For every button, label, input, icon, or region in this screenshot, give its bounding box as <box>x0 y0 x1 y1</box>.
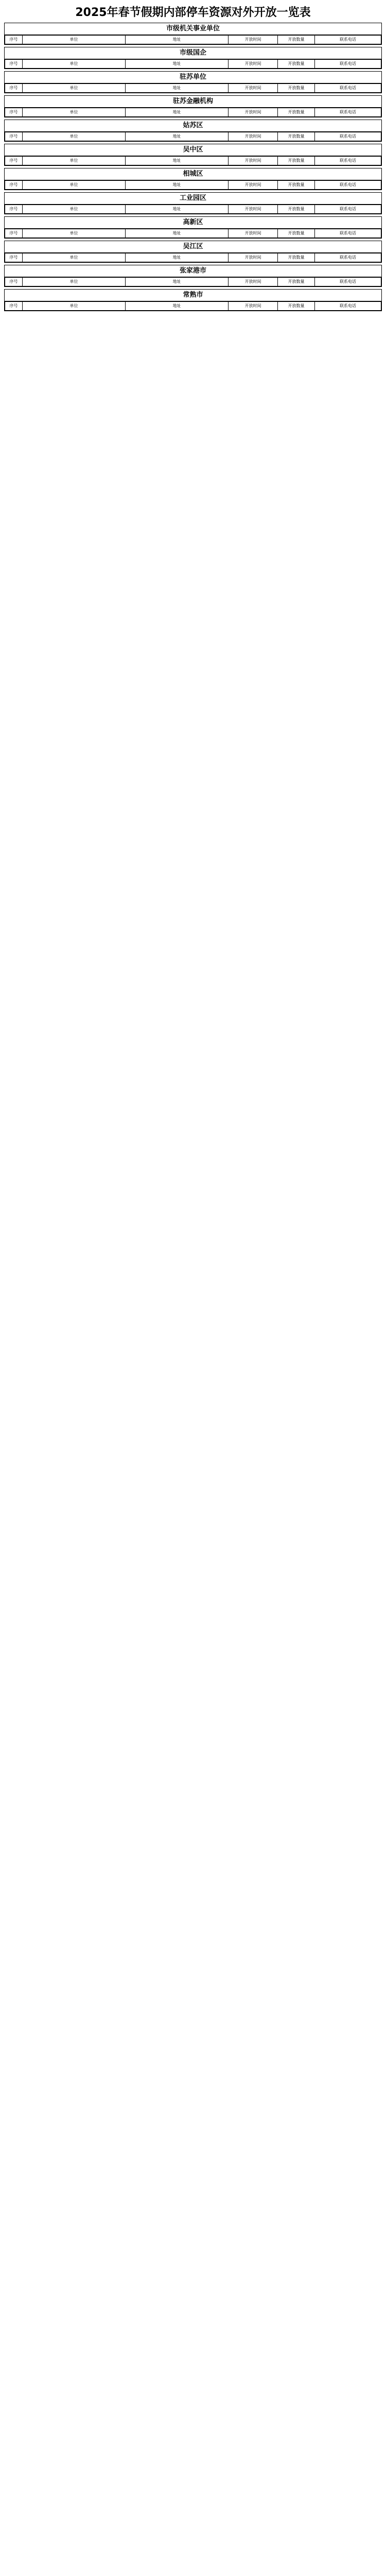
header-open-time: 开放时间 <box>229 181 278 190</box>
header-address: 地址 <box>126 60 229 69</box>
header-index: 序号 <box>5 36 23 44</box>
header-open-time: 开放时间 <box>229 229 278 238</box>
header-open-time: 开放时间 <box>229 84 278 93</box>
header-open-time: 开放时间 <box>229 157 278 165</box>
header-address: 地址 <box>126 302 229 311</box>
header-unit: 单位 <box>23 132 126 141</box>
header-phone: 联系电话 <box>315 181 381 190</box>
header-index: 序号 <box>5 302 23 311</box>
parking-table <box>5 253 381 262</box>
header-open-time: 开放时间 <box>229 253 278 262</box>
parking-table <box>5 180 381 190</box>
parking-table <box>5 35 381 44</box>
header-phone: 联系电话 <box>315 253 381 262</box>
header-unit: 单位 <box>23 302 126 311</box>
parking-table <box>5 205 381 214</box>
section-title: 市级机关事业单位 <box>5 23 381 35</box>
section-title: 驻苏单位 <box>5 72 381 83</box>
header-address: 地址 <box>126 205 229 214</box>
table-header-row <box>5 181 381 190</box>
section-block <box>4 120 382 142</box>
header-unit: 单位 <box>23 36 126 44</box>
section-block <box>4 144 382 166</box>
parking-table <box>5 301 381 311</box>
header-count: 开放数量 <box>278 60 315 69</box>
section-title: 姑苏区 <box>5 120 381 132</box>
section-block <box>4 23 382 45</box>
header-open-time: 开放时间 <box>229 36 278 44</box>
header-unit: 单位 <box>23 60 126 69</box>
header-unit: 单位 <box>23 84 126 93</box>
section-block <box>4 241 382 263</box>
header-phone: 联系电话 <box>315 84 381 93</box>
table-header-row <box>5 278 381 286</box>
header-phone: 联系电话 <box>315 278 381 286</box>
header-count: 开放数量 <box>278 205 315 214</box>
header-address: 地址 <box>126 181 229 190</box>
header-count: 开放数量 <box>278 108 315 117</box>
parking-table <box>5 83 381 93</box>
table-header-row <box>5 302 381 311</box>
section-title: 常熟市 <box>5 290 381 301</box>
header-index: 序号 <box>5 278 23 286</box>
header-index: 序号 <box>5 60 23 69</box>
header-index: 序号 <box>5 253 23 262</box>
parking-table <box>5 108 381 117</box>
document-title: 2025年春节假期内部停车资源对外开放一览表 <box>75 6 311 19</box>
header-open-time: 开放时间 <box>229 108 278 117</box>
header-index: 序号 <box>5 132 23 141</box>
header-phone: 联系电话 <box>315 229 381 238</box>
header-count: 开放数量 <box>278 157 315 165</box>
table-header-row <box>5 108 381 117</box>
header-unit: 单位 <box>23 253 126 262</box>
table-header-row <box>5 36 381 44</box>
header-address: 地址 <box>126 229 229 238</box>
section-title: 张家港市 <box>5 265 381 277</box>
table-header-row <box>5 229 381 238</box>
header-count: 开放数量 <box>278 84 315 93</box>
table-header-row <box>5 157 381 165</box>
header-open-time: 开放时间 <box>229 278 278 286</box>
header-index: 序号 <box>5 229 23 238</box>
section-block <box>4 265 382 287</box>
section-block <box>4 47 382 69</box>
table-header-row <box>5 253 381 262</box>
section-block <box>4 216 382 239</box>
section-title: 吴中区 <box>5 144 381 156</box>
header-index: 序号 <box>5 108 23 117</box>
parking-table <box>5 229 381 238</box>
parking-table <box>5 277 381 286</box>
header-address: 地址 <box>126 157 229 165</box>
table-header-row <box>5 84 381 93</box>
header-phone: 联系电话 <box>315 157 381 165</box>
header-phone: 联系电话 <box>315 302 381 311</box>
section-block <box>4 95 382 117</box>
header-address: 地址 <box>126 84 229 93</box>
header-phone: 联系电话 <box>315 36 381 44</box>
header-phone: 联系电话 <box>315 132 381 141</box>
header-count: 开放数量 <box>278 181 315 190</box>
header-unit: 单位 <box>23 229 126 238</box>
parking-table <box>5 132 381 141</box>
header-index: 序号 <box>5 157 23 165</box>
table-header-row <box>5 60 381 69</box>
header-address: 地址 <box>126 36 229 44</box>
section-title: 市级国企 <box>5 47 381 59</box>
header-count: 开放数量 <box>278 36 315 44</box>
header-address: 地址 <box>126 278 229 286</box>
header-unit: 单位 <box>23 278 126 286</box>
section-title: 高新区 <box>5 217 381 229</box>
table-header-row <box>5 205 381 214</box>
header-count: 开放数量 <box>278 278 315 286</box>
header-count: 开放数量 <box>278 132 315 141</box>
sections-container <box>4 23 382 311</box>
header-unit: 单位 <box>23 181 126 190</box>
header-phone: 联系电话 <box>315 60 381 69</box>
header-index: 序号 <box>5 181 23 190</box>
header-unit: 单位 <box>23 108 126 117</box>
header-open-time: 开放时间 <box>229 132 278 141</box>
table-header-row <box>5 132 381 141</box>
header-phone: 联系电话 <box>315 108 381 117</box>
section-block <box>4 168 382 190</box>
section-block <box>4 192 382 214</box>
section-block <box>4 71 382 93</box>
section-block <box>4 289 382 311</box>
header-address: 地址 <box>126 132 229 141</box>
header-address: 地址 <box>126 108 229 117</box>
header-index: 序号 <box>5 84 23 93</box>
header-phone: 联系电话 <box>315 205 381 214</box>
header-count: 开放数量 <box>278 302 315 311</box>
header-open-time: 开放时间 <box>229 302 278 311</box>
header-count: 开放数量 <box>278 229 315 238</box>
document-page <box>0 0 386 314</box>
section-title: 工业园区 <box>5 193 381 205</box>
header-count: 开放数量 <box>278 253 315 262</box>
parking-table <box>5 156 381 165</box>
parking-table <box>5 59 381 69</box>
section-title: 驻苏金融机构 <box>5 96 381 108</box>
header-open-time: 开放时间 <box>229 205 278 214</box>
header-unit: 单位 <box>23 205 126 214</box>
header-address: 地址 <box>126 253 229 262</box>
header-index: 序号 <box>5 205 23 214</box>
section-title: 吴江区 <box>5 241 381 253</box>
header-open-time: 开放时间 <box>229 60 278 69</box>
section-title: 相城区 <box>5 168 381 180</box>
header-unit: 单位 <box>23 157 126 165</box>
